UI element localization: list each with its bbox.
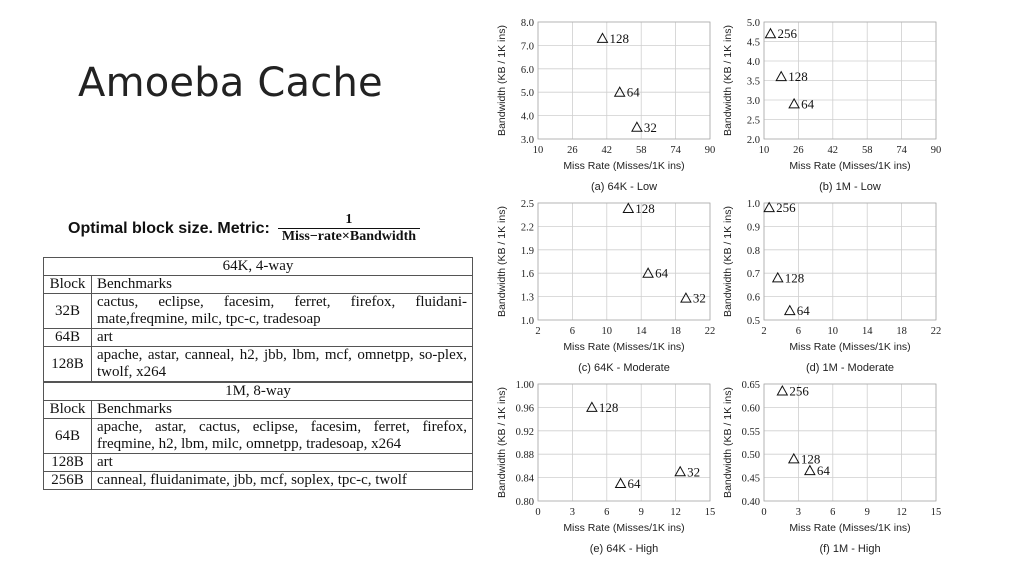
table-column-header (44, 401, 473, 419)
chart-1m-low (716, 14, 946, 203)
x-tick-label: 90 (930, 145, 942, 156)
data-point-label: 256 (776, 200, 796, 216)
y-tick-label: 0.6 (746, 292, 760, 304)
chart-1m-moderate (716, 195, 946, 384)
metric-numerator: 1 (345, 212, 353, 227)
plot-frame (764, 203, 936, 320)
x-axis-label: Miss Rate (Misses/1K ins) (563, 160, 685, 172)
x-tick-label: 10 (758, 145, 770, 156)
x-axis-label: Miss Rate (Misses/1K ins) (789, 341, 911, 353)
x-tick-label: 15 (930, 507, 942, 518)
table-row (44, 347, 473, 383)
y-axis-label: Bandwidth (KB / 1K ins) (722, 387, 734, 498)
chart-1m-high (716, 376, 946, 571)
benchmarks-cell: apache, astar, cactus, eclipse, facesim, ferret, firefox, freqmine, h2, lbm, milc, omnetpp, tradesoap, x264 (92, 419, 473, 454)
x-tick-label: 26 (793, 145, 804, 156)
data-point-marker (785, 306, 795, 315)
x-tick-label: 74 (896, 145, 907, 156)
block-size-cell: 64B (44, 329, 92, 347)
x-tick-label: 6 (604, 507, 610, 518)
data-point-label: 64 (801, 96, 815, 112)
data-point-marker (805, 466, 815, 475)
x-tick-label: 0 (535, 507, 541, 518)
table-row (44, 419, 473, 454)
chart-caption: (a) 64K - Low (590, 181, 658, 193)
y-tick-label: 0.55 (741, 426, 760, 438)
benchmarks-cell: apache, astar, canneal, h2, jbb, lbm, mcf, omnetpp, so-plex, twolf, x264 (92, 347, 473, 383)
chart-64k-low (490, 14, 720, 203)
y-axis-label: Bandwidth (KB / 1K ins) (496, 25, 508, 136)
slide-title: Amoeba Cache (78, 60, 383, 106)
x-tick-label: 58 (861, 145, 873, 156)
chart-svg (490, 14, 720, 198)
table-row (44, 454, 473, 472)
y-tick-label: 2.2 (520, 222, 534, 234)
table-row (44, 472, 473, 490)
y-tick-label: 0.65 (741, 380, 760, 391)
benchmarks-cell: canneal, fluidanimate, jbb, mcf, soplex, tpc-c, twolf (92, 472, 473, 490)
y-tick-label: 1.6 (520, 269, 534, 281)
y-tick-label: 3.0 (746, 96, 760, 107)
data-point-marker (616, 478, 626, 487)
chart-caption: (c) 64K - Moderate (578, 362, 670, 374)
data-point-marker (632, 122, 642, 131)
y-tick-label: 0.80 (515, 497, 534, 508)
x-tick-label: 9 (638, 507, 644, 518)
data-point-label: 32 (687, 464, 701, 480)
data-point-marker (587, 402, 597, 411)
data-point-label: 256 (777, 26, 797, 42)
plot-frame (538, 384, 710, 501)
y-tick-label: 0.45 (741, 473, 760, 485)
x-axis-label: Miss Rate (Misses/1K ins) (789, 160, 911, 172)
chart-svg (716, 195, 946, 379)
x-tick-label: 6 (795, 326, 802, 337)
table-section-header (44, 258, 473, 276)
y-tick-label: 5.0 (746, 18, 760, 29)
x-tick-label: 3 (569, 507, 576, 518)
data-point-label: 128 (598, 399, 619, 415)
benchmarks-cell: cactus, eclipse, facesim, ferret, firefox, fluidani-mate,freqmine, milc, tpc-c, tradesoap (92, 294, 473, 329)
y-axis-label: Bandwidth (KB / 1K ins) (722, 25, 734, 136)
x-tick-label: 14 (861, 326, 873, 337)
data-point-label: 64 (626, 84, 640, 100)
metric-fraction (278, 212, 420, 245)
y-tick-label: 0.40 (741, 497, 760, 508)
y-tick-label: 2.5 (520, 199, 534, 210)
chart-caption: (f) 1M - High (819, 543, 881, 555)
table-row (44, 294, 473, 329)
y-tick-label: 0.8 (746, 245, 760, 257)
y-axis-label: Bandwidth (KB / 1K ins) (722, 206, 734, 317)
y-tick-label: 1.0 (746, 199, 760, 210)
block-size-table (43, 257, 473, 490)
data-point-label: 64 (655, 265, 669, 281)
chart-svg (716, 14, 946, 198)
table-section-header (44, 382, 473, 401)
metric-formula (68, 212, 420, 245)
y-axis-label: Bandwidth (KB / 1K ins) (496, 206, 508, 317)
block-size-cell: 256B (44, 472, 92, 490)
block-size-cell: 128B (44, 347, 92, 383)
x-tick-label: 12 (896, 507, 907, 518)
data-point-label: 256 (789, 383, 809, 399)
data-point-marker (598, 33, 608, 42)
x-tick-label: 42 (601, 145, 613, 156)
x-tick-label: 10 (601, 326, 613, 337)
data-point-label: 32 (692, 290, 706, 306)
chart-caption: (b) 1M - Low (819, 181, 881, 193)
data-point-marker (776, 72, 786, 81)
y-tick-label: 6.0 (520, 64, 534, 76)
metric-label: Optimal block size. Metric: (68, 219, 270, 237)
block-size-cell: 64B (44, 419, 92, 454)
y-tick-label: 0.9 (746, 222, 760, 234)
y-axis-label: Bandwidth (KB / 1K ins) (496, 387, 508, 498)
y-tick-label: 0.92 (515, 426, 534, 438)
data-point-label: 64 (627, 475, 641, 491)
y-tick-label: 1.9 (520, 245, 534, 257)
chart-svg (490, 195, 720, 379)
block-size-cell: 128B (44, 454, 92, 472)
data-point-label: 128 (609, 30, 629, 46)
x-axis-label: Miss Rate (Misses/1K ins) (563, 522, 685, 534)
y-tick-label: 0.50 (741, 450, 760, 462)
block-size-cell: 32B (44, 294, 92, 329)
chart-64k-high (490, 376, 720, 571)
y-tick-label: 1.0 (520, 316, 534, 327)
y-tick-label: 0.60 (741, 403, 760, 415)
column-header-benchmarks: Benchmarks (92, 276, 473, 294)
y-tick-label: 0.96 (515, 403, 534, 415)
x-tick-label: 10 (532, 145, 544, 156)
y-tick-label: 1.00 (515, 380, 534, 391)
chart-svg (490, 376, 720, 566)
x-tick-label: 90 (704, 145, 716, 156)
chart-64k-moderate (490, 195, 720, 384)
x-tick-label: 0 (761, 507, 767, 518)
x-tick-label: 12 (670, 507, 681, 518)
data-point-marker (615, 87, 625, 96)
x-tick-label: 2 (535, 326, 541, 337)
data-point-label: 128 (788, 69, 808, 85)
y-tick-label: 7.0 (520, 41, 534, 53)
data-point-marker (681, 293, 691, 302)
x-tick-label: 26 (567, 145, 578, 156)
y-tick-label: 1.3 (520, 292, 534, 304)
y-tick-label: 2.5 (746, 115, 760, 127)
y-tick-label: 0.84 (515, 473, 534, 485)
x-tick-label: 22 (704, 326, 716, 337)
data-point-marker (789, 454, 799, 463)
data-point-label: 64 (816, 463, 830, 479)
plot-frame (764, 384, 936, 501)
data-point-marker (764, 203, 774, 212)
y-tick-label: 5.0 (520, 88, 534, 100)
y-tick-label: 8.0 (520, 18, 534, 29)
section-title: 1M, 8-way (44, 382, 473, 401)
x-tick-label: 42 (827, 145, 839, 156)
data-point-marker (643, 268, 653, 277)
chart-svg (716, 376, 946, 566)
data-point-marker (765, 29, 775, 38)
x-tick-label: 18 (670, 326, 681, 337)
data-point-marker (773, 273, 783, 282)
data-point-label: 64 (796, 303, 810, 319)
x-axis-label: Miss Rate (Misses/1K ins) (563, 341, 685, 353)
y-tick-label: 3.5 (746, 76, 760, 88)
y-tick-label: 3.0 (520, 135, 534, 146)
y-tick-label: 2.0 (746, 135, 760, 146)
data-point-marker (623, 203, 633, 212)
x-tick-label: 14 (635, 326, 647, 337)
data-point-marker (777, 386, 787, 395)
x-tick-label: 58 (635, 145, 647, 156)
x-tick-label: 22 (930, 326, 942, 337)
x-tick-label: 9 (864, 507, 870, 518)
x-tick-label: 74 (670, 145, 681, 156)
section-title: 64K, 4-way (44, 258, 473, 276)
benchmarks-cell: art (92, 454, 473, 472)
column-header-benchmarks: Benchmarks (92, 401, 473, 419)
x-tick-label: 18 (896, 326, 907, 337)
data-point-label: 128 (635, 200, 655, 216)
x-tick-label: 6 (830, 507, 836, 518)
x-axis-label: Miss Rate (Misses/1K ins) (789, 522, 911, 534)
table-column-header (44, 276, 473, 294)
column-header-block: Block (44, 401, 92, 419)
y-tick-label: 0.5 (746, 316, 760, 327)
y-tick-label: 4.0 (520, 111, 534, 123)
data-point-marker (675, 467, 685, 476)
x-tick-label: 2 (761, 326, 767, 337)
y-tick-label: 4.5 (746, 37, 760, 49)
data-point-label: 128 (784, 270, 805, 286)
y-tick-label: 0.7 (746, 269, 760, 281)
y-tick-label: 0.88 (515, 450, 534, 462)
chart-caption: (d) 1M - Moderate (805, 362, 895, 374)
x-tick-label: 6 (569, 326, 576, 337)
x-tick-label: 10 (827, 326, 839, 337)
y-tick-label: 4.0 (746, 57, 760, 68)
x-tick-label: 15 (704, 507, 716, 518)
metric-denominator: Miss−rate×Bandwidth (278, 228, 420, 245)
data-point-label: 128 (800, 451, 821, 467)
chart-caption: (e) 64K - High (589, 543, 659, 555)
benchmarks-cell: art (92, 329, 473, 347)
x-tick-label: 3 (795, 507, 802, 518)
data-point-label: 32 (643, 119, 657, 135)
column-header-block: Block (44, 276, 92, 294)
table-row (44, 329, 473, 347)
